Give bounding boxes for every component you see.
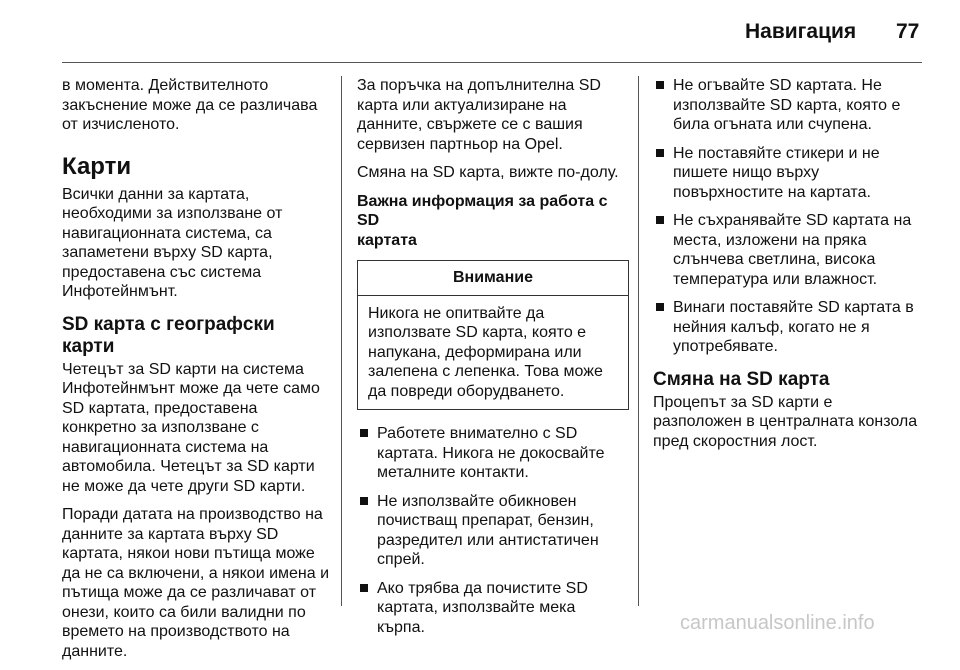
care-list-2 <box>653 76 933 357</box>
list-item-text: Винаги поставяйте SD картата в нейния калъф, когато не я употребявате. <box>673 299 914 355</box>
list-item <box>357 579 629 638</box>
bullet-square-icon <box>656 81 664 89</box>
list-item <box>653 211 933 289</box>
paragraph-order-card: За поръчка на допълнителна SD карта или актуализиране на данните, свържете се с вашия сервизен партньор на Opel. <box>357 77 601 153</box>
section-title: Навигация <box>745 20 857 43</box>
warning-box <box>357 260 629 410</box>
heading-change-sd-card: Смяна на SD карта <box>653 368 830 390</box>
bullet-square-icon <box>360 429 368 437</box>
watermark: carmanualsonline.info <box>680 612 875 634</box>
column-divider-1 <box>341 76 342 606</box>
paragraph-slot-location: Процепът за SD карти е разположен в централната конзола пред скоростния лост. <box>653 393 918 450</box>
header-divider <box>62 62 922 63</box>
warning-title: Внимание <box>358 261 628 296</box>
list-item <box>653 298 933 357</box>
column-1 <box>62 76 332 670</box>
bullet-square-icon <box>360 584 368 592</box>
column-2 <box>357 76 629 646</box>
column-3 <box>653 76 933 460</box>
list-item-text: Не огъвайте SD картата. Не използвайте SD карта, която е била огъната или счупена. <box>673 77 901 133</box>
list-item-text: Ако трябва да почистите SD картата, използвайте мека кърпа. <box>377 579 588 636</box>
bullet-square-icon <box>656 216 664 224</box>
heading-important-info: Важна информация за работа с SD картата <box>357 192 608 249</box>
paragraph-sd-reader: Четецът за SD карти на система Инфотейнмънт може да чете само SD картата, предоставена конкретно за използване с навигационната система на автомобила. Четецът за SD карти не може да чете други SD карти. <box>62 360 320 495</box>
list-item-text: Не поставяйте стикери и не пишете нищо върху повърхностите на картата. <box>673 144 880 201</box>
list-item <box>653 76 933 135</box>
heading-maps: Карти <box>62 152 132 180</box>
bullet-square-icon <box>656 303 664 311</box>
heading-sd-map-card: SD карта с географски карти <box>62 313 275 357</box>
care-list-1 <box>357 424 629 637</box>
paragraph-map-data: Всички данни за картата, необходими за използване от навигационната система, са запаметени върху SD карта, предоставена със система Инфотейнмънт. <box>62 185 283 300</box>
warning-text: Никога не опитвайте да използвате SD карта, която е напукана, деформирана или залепена с лепенка. Това може да повреди оборудването. <box>368 304 603 400</box>
list-item-text: Работете внимателно с SD картата. Никога не докосвайте металните контакти. <box>377 425 605 481</box>
list-item-text: Не използвайте обикновен почистващ препарат, бензин, разредител или антистатичен спрей. <box>377 492 599 568</box>
paragraph-see-below: Смяна на SD карта, вижте по-долу. <box>357 164 619 181</box>
list-item <box>357 492 629 570</box>
paragraph-production-date: Поради датата на производство на данните за картата върху SD картата, някои нови пътища може да не са включени, а някои имена и пътища може да се различават от онези, които са били валидни по времето на производството на данните. <box>62 506 330 660</box>
list-item <box>357 424 629 483</box>
bullet-square-icon <box>656 149 664 157</box>
paragraph-delay: в момента. Действителното закъснение може да се различава от изчисленото. <box>62 77 318 133</box>
page-number: 77 <box>896 20 920 43</box>
column-divider-2 <box>638 76 639 606</box>
list-item <box>653 144 933 203</box>
list-item-text: Не съхранявайте SD картата на места, изложени на пряка слънчева светлина, висока температура или влажност. <box>673 212 912 288</box>
bullet-square-icon <box>360 497 368 505</box>
